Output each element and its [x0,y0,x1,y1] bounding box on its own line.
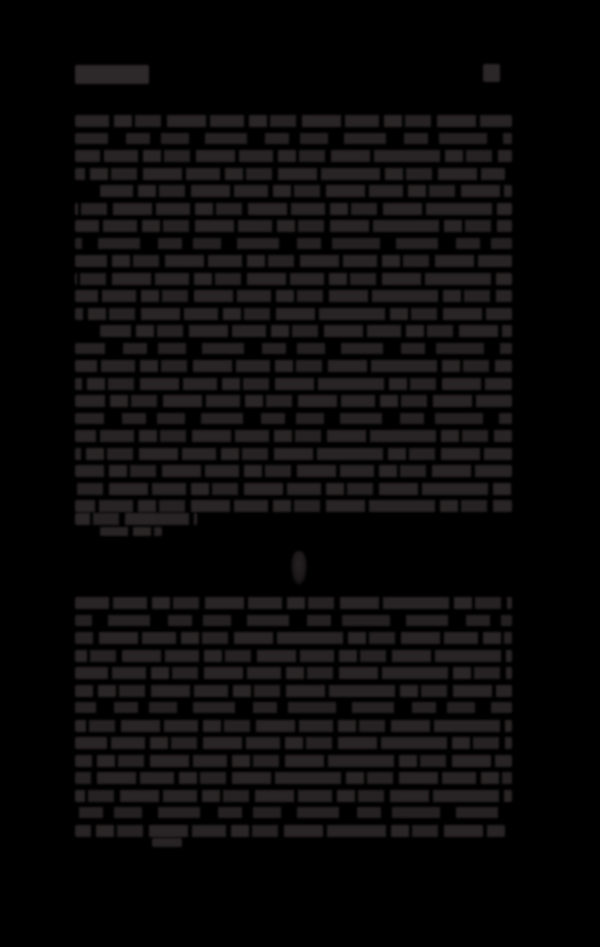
redacted-text-line [75,597,512,609]
redacted-text-line [75,150,512,162]
redacted-text-line [75,825,505,837]
redacted-text-line [152,838,182,847]
redacted-text-line [75,203,512,215]
redacted-text-line [75,632,512,644]
running-header-blurred [75,65,149,84]
redacted-text-line [75,650,512,662]
redacted-text-line [75,448,512,460]
page-number-blurred [483,64,500,82]
redacted-text-line [75,273,512,285]
redacted-text-line [75,737,512,749]
redacted-text-line [75,720,512,732]
redacted-text-line [75,133,512,144]
redacted-text-line [75,395,512,407]
redacted-text-line [75,483,512,495]
redacted-text-line [75,255,512,267]
redacted-text-line [75,115,512,127]
redacted-text-line [75,685,512,697]
redacted-text-line [75,615,512,626]
redacted-text-line [75,220,512,232]
redacted-text-line [75,413,512,424]
redacted-text-line [75,807,512,818]
redacted-text-line [75,755,512,767]
redacted-text-line [75,772,512,784]
redacted-text-line [75,790,512,802]
redacted-text-line [75,343,512,354]
redacted-text-line [75,465,512,477]
redacted-text-line [75,667,512,679]
redacted-text-line [100,325,512,337]
redacted-text-line [100,185,512,197]
redacted-text-line [75,360,512,372]
redacted-text-line [75,378,512,390]
redacted-text-line [75,238,512,249]
redacted-text-line [75,500,512,512]
section-divider-ornament [291,551,307,585]
redacted-text-line [75,513,197,525]
redacted-text-line [100,527,162,536]
redacted-text-line [75,702,512,713]
redacted-text-line [75,290,512,302]
redacted-text-line [75,308,512,320]
redacted-text-line [75,430,512,442]
redacted-text-line [75,168,505,180]
